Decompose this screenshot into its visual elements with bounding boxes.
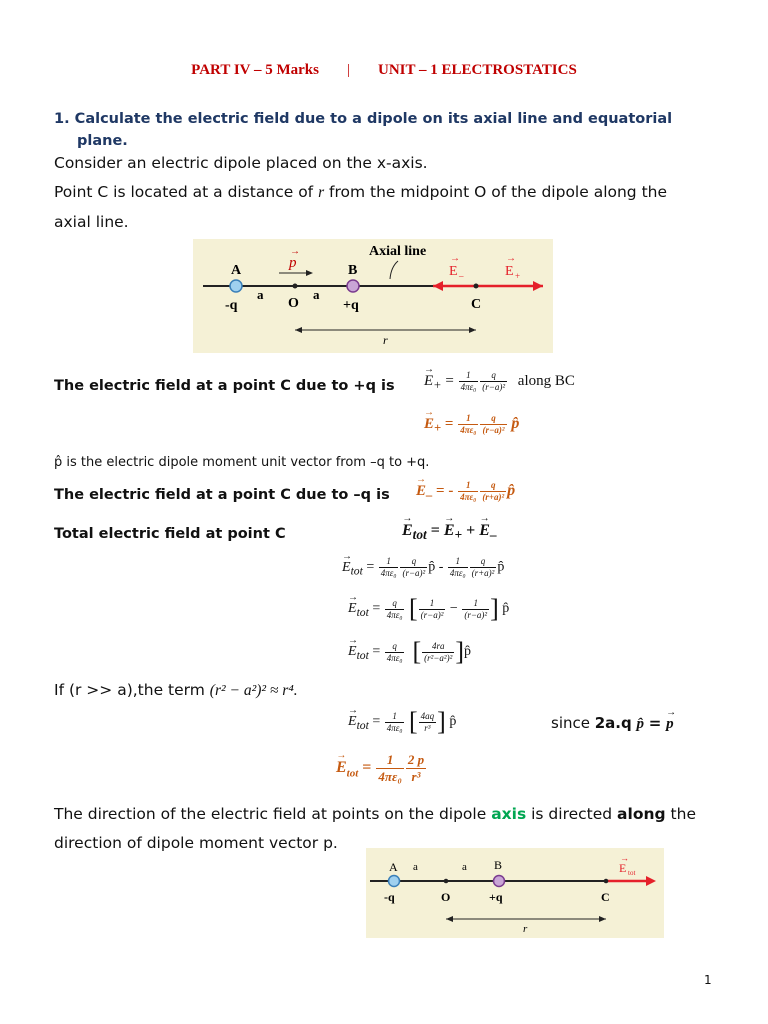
eq8-rb: ] — [437, 707, 446, 736]
eq7-n1: q — [385, 641, 405, 653]
eq8-d1: 4πε₀ — [386, 722, 403, 733]
eq3-unit: p̂ — [507, 481, 516, 499]
eq5-sub: tot — [350, 564, 363, 578]
figure2-label-a: A — [389, 860, 398, 874]
direction-along: along — [617, 805, 666, 823]
page-number: 1 — [704, 973, 712, 987]
eq6-n3: 1 — [462, 598, 489, 610]
eq3-num2: q — [480, 480, 506, 492]
label-minus-q: -q — [225, 298, 238, 313]
eq6-sub: tot — [356, 606, 369, 620]
para-consider: Consider an electric dipole placed on the x-axis. — [54, 154, 428, 172]
eq5-n4: q — [470, 556, 497, 568]
question-text-line1: Calculate the electric field due to a dipole on its axial line and equatorial — [74, 111, 673, 127]
eq3-den1: 4πε₀ — [460, 492, 477, 502]
question-heading — [54, 108, 724, 130]
approx-pre: If (r >> a),the term — [54, 681, 210, 699]
figure2-label-o: O — [441, 890, 451, 904]
direction-line1 — [54, 800, 724, 829]
header-separator: | — [347, 62, 351, 78]
eq8-lhs: → E — [348, 714, 357, 730]
label-c: C — [471, 297, 482, 312]
label-o: O — [288, 296, 299, 311]
eq8-d2: r³ — [424, 722, 431, 733]
eq5-n2: q — [400, 556, 427, 568]
eq7-d1: 4πε₀ — [386, 652, 403, 663]
eq1-sub: + — [433, 377, 442, 392]
eq3-label: The electric field at a point C due to –q is — [54, 487, 390, 503]
eq7-lhs: → E — [348, 644, 357, 660]
eq8-sub: tot — [356, 719, 369, 733]
eq7-n2: 4ra — [422, 641, 454, 653]
para-point-c-pre: Point C is located at a distance of — [54, 183, 319, 201]
eq2-num2: q — [480, 413, 506, 425]
eq5-p1: p̂ - — [428, 559, 444, 575]
eq1-num1: 1 — [459, 370, 479, 382]
figure2-label-a1: a — [413, 861, 418, 873]
direction-mid: is directed — [526, 805, 618, 823]
eq5-lhs: → E — [342, 560, 351, 576]
eq6-rb: ] — [490, 594, 499, 623]
label-a: A — [231, 263, 242, 278]
charge-a — [230, 280, 242, 292]
eq2-lhs: → E — [424, 416, 434, 433]
dipole-axis-field-figure — [366, 848, 664, 938]
eq8-eq: = — [372, 714, 381, 730]
eq9-formula — [336, 752, 427, 785]
direction-pre: The direction of the electric field at points on the dipole — [54, 805, 492, 823]
eq6-d2: (r−a)² — [420, 609, 444, 620]
eq5-d3: 4πε₀ — [449, 568, 466, 578]
eq6-minus: − — [449, 601, 458, 617]
eq3-sub: – — [426, 487, 433, 502]
eq6-formula — [348, 594, 509, 624]
label-e-minus-sub: – — [459, 271, 464, 281]
approx-term: (r² − a²)² ≈ r⁴. — [209, 682, 298, 699]
eq9-d1: 4πε₀ — [378, 769, 402, 784]
figure2-e-vector-mark: → — [620, 853, 629, 863]
eq6-lb: [ — [408, 594, 418, 623]
eq2-eq: = — [444, 415, 454, 432]
eq8-lb: [ — [408, 707, 418, 736]
since-bold: 2a.q — [594, 714, 632, 732]
eq9-n1: 1 — [376, 752, 403, 769]
figure2-point-c — [604, 879, 609, 884]
since-eq: = — [648, 714, 662, 732]
page-header — [0, 62, 768, 79]
eq4-t2sub: – — [489, 527, 497, 543]
eq6-d1: 4πε₀ — [386, 609, 403, 620]
figure2-label-minus-q: -q — [384, 890, 395, 904]
eq5-n1: 1 — [379, 556, 399, 568]
eq2-den1: 4πε₀ — [460, 425, 477, 435]
direction-axis: axis — [491, 805, 527, 823]
approx-line — [54, 676, 298, 705]
label-a2: a — [313, 287, 320, 302]
figure2-label-e-sub: tot — [628, 869, 636, 877]
header-part: PART IV – 5 Marks — [191, 62, 319, 78]
label-plus-q: +q — [343, 298, 359, 313]
eq2-num1: 1 — [458, 413, 478, 425]
p-vector-mark: → — [290, 246, 300, 257]
eq7-p: p̂ — [463, 644, 471, 660]
eq5-p2: p̂ — [497, 559, 505, 575]
eq8-n2: 4aq — [420, 710, 435, 721]
question-number: 1. — [54, 111, 70, 127]
figure2-charge-b — [494, 876, 505, 887]
figure2-charge-a — [389, 876, 400, 887]
eq2-den2: (r−a)² — [482, 425, 505, 435]
eq4-eq: = — [430, 522, 440, 539]
eq6-lhs: → E — [348, 601, 357, 617]
eq9-eq: = — [362, 759, 372, 777]
figure2-label-plus-q: +q — [489, 890, 503, 904]
since-pre: since — [551, 714, 595, 732]
since-vec: → p — [666, 716, 674, 733]
eq6-n1: q — [385, 598, 405, 610]
label-p: p — [289, 255, 297, 271]
eq4-label: Total electric field at point C — [54, 526, 286, 542]
eq7-lb: [ — [412, 637, 422, 666]
eq9-n2: 2 p — [407, 752, 425, 767]
eq9-sub: tot — [346, 767, 359, 780]
eq3-num1: 1 — [458, 480, 478, 492]
para-point-c-post: from the midpoint O of the dipole along the — [324, 183, 668, 201]
eq6-p: p̂ — [502, 601, 510, 617]
figure2-midpoint-o — [444, 879, 449, 884]
label-b: B — [348, 263, 358, 278]
eq4-t2: → E — [479, 522, 490, 540]
eq5-d2: (r−a)² — [402, 568, 426, 578]
eq2-formula — [424, 413, 519, 436]
phat-note: p̂ is the electric dipole moment unit vector from –q to +q. — [54, 455, 430, 470]
eq5-eq: = — [366, 559, 375, 575]
eq8-p: p̂ — [449, 714, 457, 730]
label-e-plus: E — [505, 264, 514, 279]
figure2-label-c: C — [601, 890, 610, 904]
eq1-num2: q — [480, 370, 507, 382]
eq9-d2: r³ — [411, 769, 421, 784]
since-note — [551, 714, 674, 733]
figure2-label-b: B — [494, 858, 503, 872]
figure2-label-a2: a — [462, 861, 467, 873]
eq2-sub: + — [434, 420, 442, 435]
e-plus-vector-mark: → — [506, 253, 516, 264]
label-axial-line: Axial line — [369, 244, 427, 259]
eq5-formula — [342, 556, 504, 579]
label-a1: a — [257, 287, 264, 302]
eq6-d3: (r−a)² — [464, 609, 488, 620]
header-unit: UNIT – 1 ELECTROSTATICS — [378, 62, 577, 78]
eq4-t1sub: + — [454, 527, 463, 543]
eq3-formula — [416, 480, 515, 503]
direction-post: the — [665, 805, 696, 823]
eq6-n2: 1 — [419, 598, 446, 610]
eq5-n3: 1 — [448, 556, 468, 568]
eq1-lhs: → E — [424, 373, 433, 390]
eq1-eq: = — [445, 372, 454, 389]
midpoint-o — [293, 284, 298, 289]
eq3-eq: = - — [436, 482, 454, 499]
eq4-t1: → E — [444, 522, 455, 540]
para-point-c — [54, 178, 724, 207]
eq6-eq: = — [372, 601, 381, 617]
eq2-unit: p̂ — [511, 414, 520, 432]
point-c — [474, 284, 479, 289]
eq7-d2: (r²−a²)² — [424, 652, 453, 663]
since-phat: p̂ — [636, 716, 645, 732]
para-point-c-r: r — [318, 184, 325, 201]
eq1-label: The electric field at a point C due to +q is — [54, 378, 395, 394]
charge-b — [347, 280, 359, 292]
para-axial-line: axial line. — [54, 213, 129, 231]
figure2-label-e: E — [619, 861, 627, 875]
eq8-n1: 1 — [385, 711, 405, 723]
eq5-d4: (r+a)² — [471, 568, 495, 578]
label-e-plus-sub: + — [515, 271, 521, 281]
eq1-suffix: along BC — [517, 372, 575, 389]
direction-line2: direction of dipole moment vector p. — [54, 834, 338, 852]
eq8-formula — [348, 707, 456, 737]
eq1-den1: 4πε₀ — [460, 382, 477, 392]
eq7-eq: = — [372, 644, 381, 660]
e-minus-vector-mark: → — [450, 253, 460, 264]
eq7-formula — [348, 637, 471, 667]
eq3-den2: (r+a)² — [482, 492, 505, 502]
eq4-formula — [402, 522, 497, 543]
eq3-lhs: → E — [416, 483, 426, 500]
eq1-formula — [424, 370, 575, 393]
figure2-label-r: r — [523, 923, 528, 935]
dipole-axial-figure — [193, 239, 553, 353]
eq7-rb: ] — [455, 637, 464, 666]
question-text-line2: plane. — [77, 133, 128, 149]
eq4-plus: + — [466, 522, 476, 539]
eq4-sub: tot — [412, 527, 427, 543]
eq5-d1: 4πε₀ — [380, 568, 397, 578]
eq4-lhs: → E — [402, 522, 413, 540]
eq7-sub: tot — [356, 649, 369, 663]
eq1-den2: (r−a)² — [482, 382, 506, 392]
label-e-minus: E — [449, 264, 458, 279]
eq9-lhs: → E — [336, 759, 347, 777]
label-r: r — [383, 333, 388, 347]
